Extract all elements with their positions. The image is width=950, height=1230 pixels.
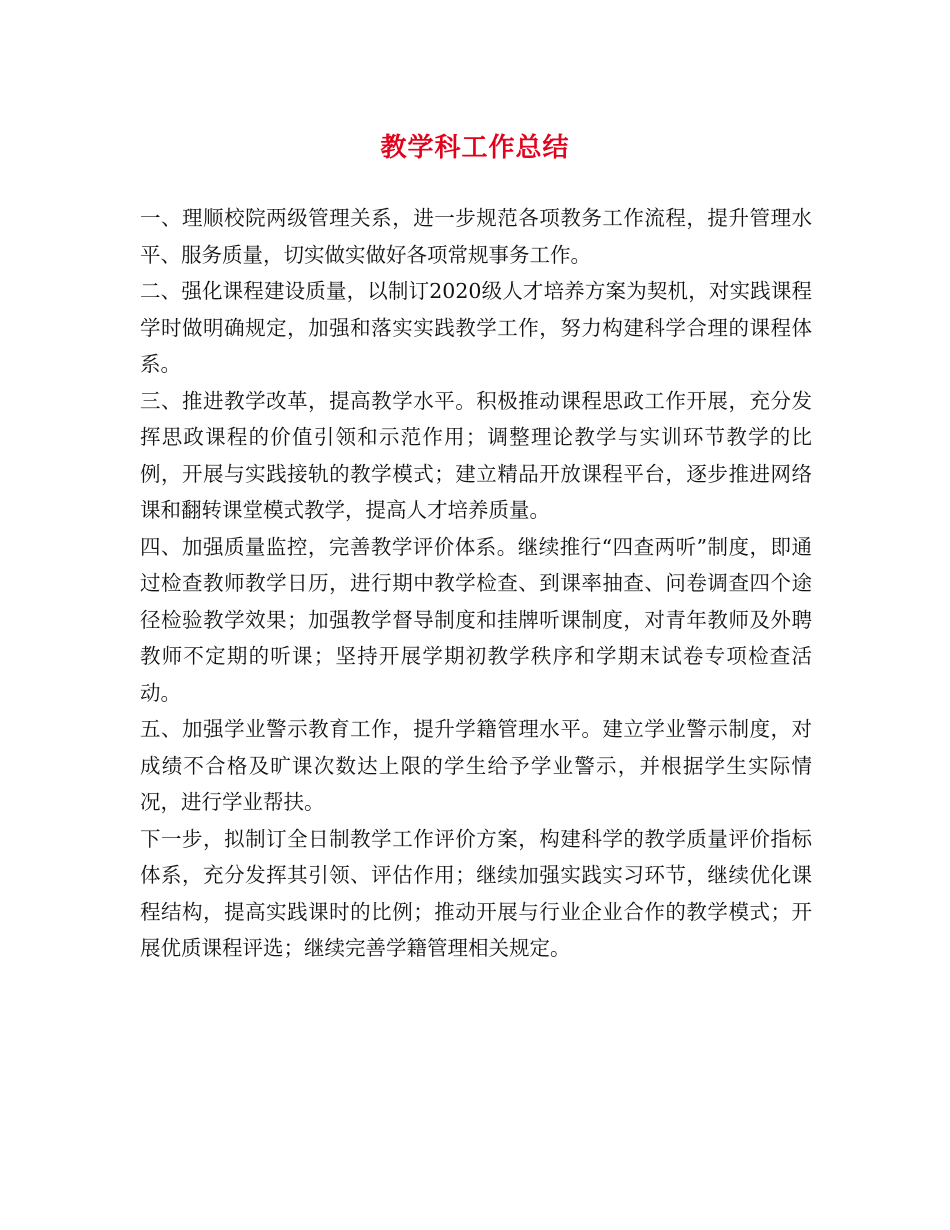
paragraph-2: 二、强化课程建设质量，以制订2020级人才培养方案为契机，对实践课程学时做明确规定，加强和落实实践教学工作，努力构建科学合理的课程体系。 — [140, 279, 812, 376]
paragraph-4: 四、加强质量监控，完善教学评价体系。继续推行“四查两听”制度，即通过检查教师教学日历，进行期中教学检查、到课率抽查、问卷调查四个途径检验教学效果；加强教学督导制度和挂牌听课制度，对青年教师及外聘教师不定期的听课；坚持开展学期初教学秩序和学期末试卷专项检查活动。 — [140, 534, 812, 705]
paragraph-3: 三、推进教学改革，提高教学水平。积极推动课程思政工作开展，充分发挥思政课程的价值引领和示范作用；调整理论教学与实训环节教学的比例，开展与实践接轨的教学模式；建立精品开放课程平台，逐步推进网络课和翻转课堂模式教学，提高人才培养质量。 — [140, 388, 812, 522]
paragraph-5: 五、加强学业警示教育工作，提升学籍管理水平。建立学业警示制度，对成绩不合格及旷课次数达上限的学生给予学业警示，并根据学生实际情况，进行学业帮扶。 — [140, 717, 812, 814]
paragraph-1: 一、理顺校院两级管理关系，进一步规范各项教务工作流程，提升管理水平、服务质量，切实做实做好各项常规事务工作。 — [140, 206, 812, 267]
document-body — [140, 200, 812, 967]
document-title: 教学科工作总结 — [380, 133, 570, 163]
paragraph-next-steps: 下一步，拟制订全日制教学工作评价方案，构建科学的教学质量评价指标体系，充分发挥其引领、评估作用；继续加强实践实习环节，继续优化课程结构，提高实践课时的比例；推动开展与行业企业合作的教学模式；开展优质课程评选；继续完善学籍管理相关规定。 — [140, 826, 812, 960]
